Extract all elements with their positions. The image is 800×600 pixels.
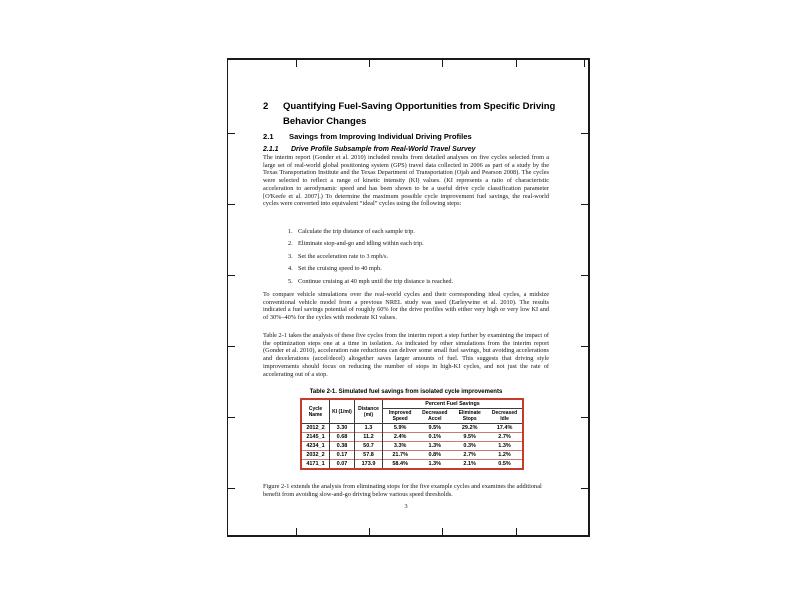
ruler-tick xyxy=(516,528,517,535)
column-header-decreased-accel: Decreased Accel xyxy=(422,410,448,422)
cell-cycle-name: 2145_1 xyxy=(302,433,330,442)
list-item: 1. Calculate the trip distance of each sample trip. xyxy=(288,228,415,235)
ruler-tick xyxy=(581,275,588,276)
cell-cycle-name: 4234_1 xyxy=(302,442,330,451)
table-row xyxy=(302,433,522,442)
cell-distance: 1.3 xyxy=(355,424,383,433)
ruler-tick xyxy=(296,528,297,535)
cell-decreased-idle: 2.7% xyxy=(498,433,511,440)
ruler-tick xyxy=(228,275,235,276)
ruler-tick xyxy=(581,204,588,205)
ruler-tick xyxy=(442,60,443,67)
subsubsection-number: 2.1.1 xyxy=(263,146,279,153)
cell-decreased-accel: 0.1% xyxy=(428,433,442,440)
page-number: 3 xyxy=(404,503,408,510)
paragraph-figure-intro: Figure 2-1 extends the analysis from eliminating stops for the five example cycles and examines the additional benefit from avoiding slow-and-go driving below various speed thresholds. xyxy=(263,483,542,498)
fuel-savings-table xyxy=(300,398,524,470)
cell-eliminate-stops: 2.1% xyxy=(463,460,476,467)
ruler-tick xyxy=(228,488,235,489)
column-header-eliminate-stops: Eliminate Stops xyxy=(458,410,481,422)
subsubsection-title: Drive Profile Subsample from Real-World Travel Survey xyxy=(291,146,476,153)
section-number: 2 xyxy=(263,101,269,112)
cell-eliminate-stops: 9.5% xyxy=(463,433,476,440)
list-item: 3. Set the acceleration rate to 3 mph/s. xyxy=(288,252,389,260)
cell-eliminate-stops: 29.2% xyxy=(461,424,478,431)
list-item: 5. Continue cruising at 40 mph until the trip distance is reached. xyxy=(288,277,454,285)
table-row xyxy=(302,442,522,451)
ruler-tick xyxy=(296,60,297,67)
ruler-tick xyxy=(442,528,443,535)
list-item: 2. Eliminate stop-and-go and idling within each trip. xyxy=(288,240,424,248)
cell-decreased-accel: 1.3% xyxy=(428,442,442,449)
ruler-tick xyxy=(581,346,588,347)
cell-improved-speed: 21.7% xyxy=(392,451,408,458)
cell-distance: 50.7 xyxy=(355,442,383,451)
cell-decreased-idle: 17.4% xyxy=(496,424,513,431)
document-page xyxy=(227,58,590,537)
paragraph-table-intro: Table 2-1 takes the analysis of these five cycles from the interim report a step further by examining the impact of the optimization steps one at a time in isolation. As indicated by other simulations from the interim report (Gonder et al. 2010), acceleration rate reductions can deliver some small fuel savings, but avoiding accelerations and decelerations (accel/decel) altogether saves larger amounts of fuel. This suggests that driving style improvements should focus on reducing the number of stops in high-KI cycles, and not just the rate of accelerating out of a stop. xyxy=(263,332,549,378)
ruler-tick xyxy=(228,204,235,205)
subsection-title: Savings from Improving Individual Driving Profiles xyxy=(289,132,472,141)
paragraph-comparison: To compare vehicle simulations over the real-world cycles and their corresponding ideal cycles, a midsize conventional vehicle model from a previous NREL study was used (Earleywine et al. 2010). The results indicated a fuel savings potential of roughly 60% for the drive profiles with either very high or very low KI and of 30%–40% for the cycles with moderate KI values. xyxy=(263,291,549,322)
column-header-improved-speed: Improved Speed xyxy=(388,410,412,422)
table-row xyxy=(302,451,522,460)
cell-cycle-name: 2012_2 xyxy=(302,424,330,433)
column-header-ki: KI (1/mi) xyxy=(330,400,355,424)
ruler-tick xyxy=(516,60,517,67)
cell-ki: 0.07 xyxy=(330,460,355,469)
paragraph-intro: The interim report (Gonder et al. 2010) included results from detailed analyses on five cycles selected from a large set of real-world global positioning system (GPS) travel data collected in 2006 as part of a study by the Texas Transportation Institute and the Texas Department of Transportation (Ojah and Pearson 2008). The cycles were selected to reflect a range of kinetic intensity (KI) values. (KI represents a ratio of characteristic acceleration to aerodynamic speed and has been shown to be a useful drive cycle classification parameter [O'Keefe et al. 2007].) To determine the maximum possible cycle improvement fuel savings, the real-world cycles were converted into equivalent “ideal” cycles using the following steps: xyxy=(263,154,549,208)
cell-eliminate-stops: 0.3% xyxy=(463,442,476,449)
cell-decreased-idle: 0.5% xyxy=(498,460,511,467)
column-header-cycle: Cycle Name xyxy=(302,400,330,424)
cell-cycle-name: 2032_2 xyxy=(302,451,330,460)
cell-decreased-idle: 1.2% xyxy=(498,451,511,458)
cell-improved-speed: 5.9% xyxy=(393,424,407,431)
cell-ki: 0.38 xyxy=(330,442,355,451)
list-item: 4. Set the cruising speed to 40 mph. xyxy=(288,265,382,273)
cell-distance: 173.9 xyxy=(355,460,383,469)
subsection-number: 2.1 xyxy=(263,132,274,141)
cell-improved-speed: 58.4% xyxy=(392,460,408,467)
ruler-tick xyxy=(228,133,235,134)
cell-improved-speed: 3.3% xyxy=(393,442,407,449)
cell-decreased-idle: 1.3% xyxy=(498,442,511,449)
ruler-tick xyxy=(584,60,585,67)
column-header-decreased-idle: Decreased Idle xyxy=(491,410,518,422)
ruler-tick xyxy=(581,488,588,489)
ruler-tick xyxy=(228,346,235,347)
cell-cycle-name: 4171_1 xyxy=(302,460,330,469)
ruler-tick xyxy=(369,60,370,67)
cell-decreased-accel: 1.3% xyxy=(428,460,442,467)
ruler-tick xyxy=(581,417,588,418)
cell-ki: 0.17 xyxy=(330,451,355,460)
column-group-header: Percent Fuel Savings xyxy=(383,400,523,409)
subsection-heading xyxy=(263,132,558,141)
table-row xyxy=(302,460,522,469)
ideal-cycle-steps-list xyxy=(263,228,549,290)
ruler-tick xyxy=(228,417,235,418)
cell-ki: 3.30 xyxy=(330,424,355,433)
column-header-distance: Distance (mi) xyxy=(355,400,383,424)
cell-ki: 0.68 xyxy=(330,433,355,442)
section-heading xyxy=(263,99,558,129)
subsubsection-heading xyxy=(263,146,558,154)
cell-decreased-accel: 0.8% xyxy=(428,451,442,458)
cell-decreased-accel: 9.5% xyxy=(428,424,442,431)
ruler-tick xyxy=(369,528,370,535)
cell-distance: 11.2 xyxy=(355,433,383,442)
section-title: Quantifying Fuel-Saving Opportunities from Specific Driving Behavior Changes xyxy=(283,101,556,127)
table-row xyxy=(302,424,522,433)
table-caption: Table 2-1. Simulated fuel savings from isolated cycle improvements xyxy=(309,389,503,395)
ruler-tick xyxy=(581,133,588,134)
cell-improved-speed: 2.4% xyxy=(393,433,407,440)
cell-eliminate-stops: 2.7% xyxy=(463,451,476,458)
cell-distance: 57.8 xyxy=(355,451,383,460)
